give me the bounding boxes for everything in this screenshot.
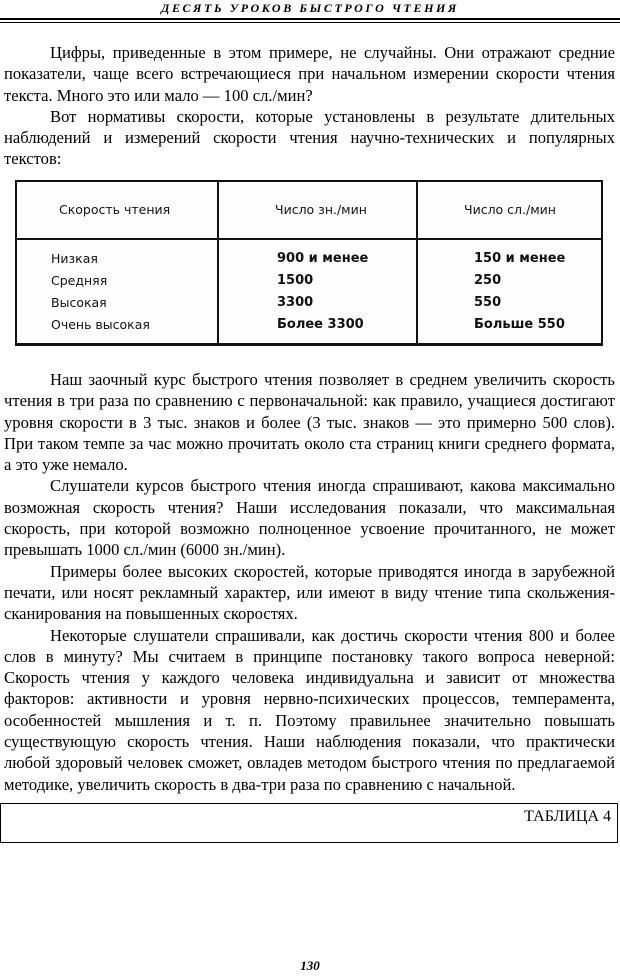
reading-speed-table — [15, 180, 603, 346]
column-header: Число сл./мин — [418, 182, 601, 240]
column-chars-per-min — [217, 182, 418, 343]
table-4-label: ТАБЛИЦА 4 — [524, 808, 611, 825]
table-cell: Очень высокая — [51, 317, 150, 332]
page-number: 130 — [300, 958, 320, 973]
text-block-top — [4, 42, 615, 170]
table-cell: 900 и менее — [277, 251, 369, 266]
paragraph: Цифры, приведенные в этом примере, не случайны. Они отражают средние показатели, чаще всего встречающиеся при начальном измерении скорости чтения текста. Много это или мало — 100 сл./мин? — [4, 43, 615, 105]
header-rule-thick — [0, 18, 620, 20]
column-words-per-min — [416, 182, 601, 343]
column-header: Скорость чтения — [17, 182, 217, 240]
paragraph: Некоторые слушатели спрашивали, как достичь скорости чтения 800 и более слов в минуту? Мы считаем в принципе постановку такого вопроса неверной: Скорость чтения у каждого человека индивидуальна и зависит от множества факторов: активности и уровня нервно-психических процессов, темперамента, особенностей мышления и т. п. Поэтому правильнее значительно повышать существующую скорость чтения. Наши наблюдения показали, что практически любой здоровый человек сможет, овладев методом быстрого чтения по предлагаемой методике, увеличить скорость в два-три раза по сравнению с начальной. — [4, 625, 615, 794]
table-cell: 550 — [474, 295, 502, 310]
table-cell: Больше 550 — [474, 317, 565, 332]
table-cell: Средняя — [51, 273, 108, 288]
table-cell: 3300 — [277, 295, 314, 310]
column-speed-level — [17, 182, 217, 343]
paragraph: Примеры более высоких скоростей, которые приводятся иногда в зарубежной печати, или носят рекламный характер, или имеют в виду чтение типа скольжения-сканирования на повышенных скоростях. — [4, 561, 615, 624]
table-cell: 250 — [474, 273, 502, 288]
table-cell: 150 и менее — [474, 251, 566, 266]
table-cell: Низкая — [51, 251, 98, 266]
header-rule-thin — [0, 22, 620, 23]
table-4-box — [0, 803, 618, 843]
paragraph: Слушатели курсов быстрого чтения иногда спрашивают, какова максимально возможная скорость чтения? Наши исследования показали, что максимальная скорость, при которой возможно полноценное усвоение прочитанного, не может превышать 1000 сл./мин (6000 зн./мин). — [4, 476, 615, 560]
paragraph: Вот нормативы скорости, которые установлены в результате длительных наблюдений и измерений скорости чтения научно-технических и популярных текстов: — [4, 106, 615, 169]
table-cell: Более 3300 — [277, 317, 364, 332]
table-cell: 1500 — [277, 273, 314, 288]
table-cell: Высокая — [51, 295, 107, 310]
paragraph: Наш заочный курс быстрого чтения позволяет в среднем увеличить скорость чтения в три раза по сравнению с первоначальной: как правило, учащиеся достигают уровня скорости в 3 тыс. знаков и более (3 тыс. знаков — это примерно 500 слов). При таком темпе за час можно прочитать около ста страниц книги среднего формата, а это уже немало. — [4, 370, 615, 475]
text-block-bottom — [4, 369, 615, 795]
column-header: Число зн./мин — [219, 182, 418, 240]
running-header: ДЕСЯТЬ УРОКОВ БЫСТРОГО ЧТЕНИЯ — [161, 1, 459, 15]
